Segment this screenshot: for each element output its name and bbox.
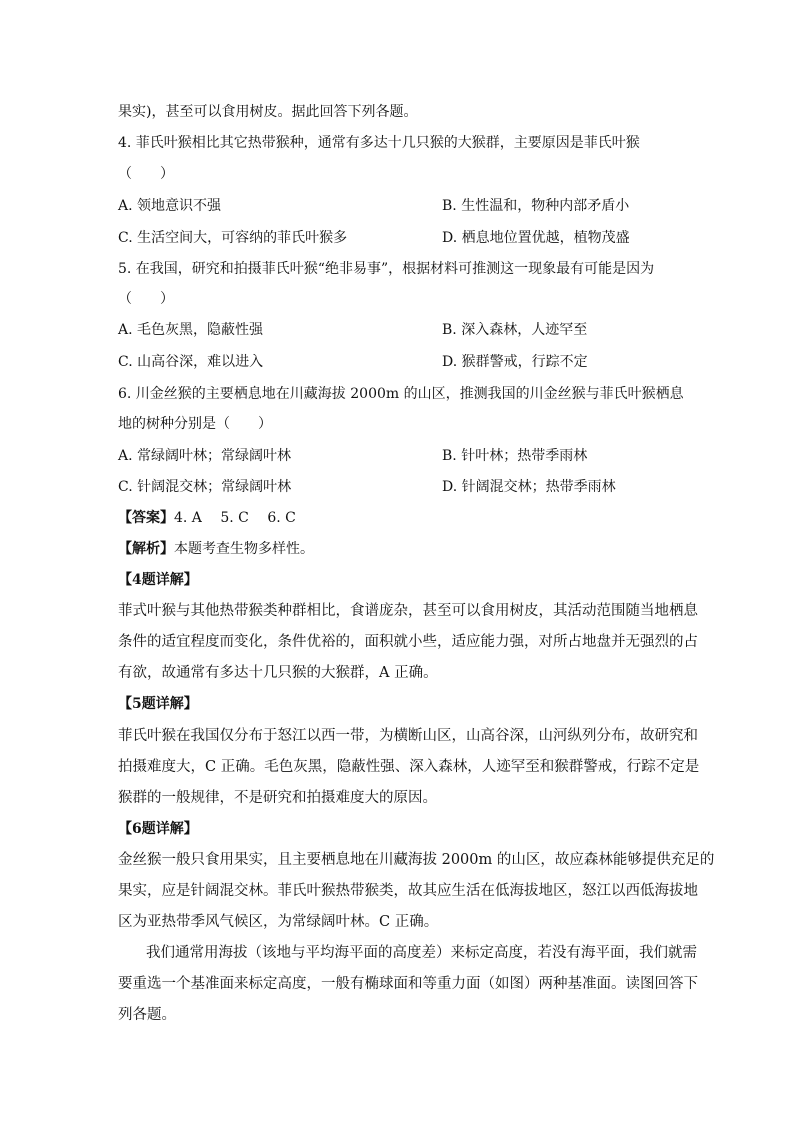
question-4-option-c: C. 生活空间大，可容纳的菲氏叶猴多 xyxy=(118,230,348,246)
question-5-options-row-2 xyxy=(118,352,588,372)
question-6-option-a: A. 常绿阔叶林；常绿阔叶林 xyxy=(118,448,292,464)
detail-5-line-1: 菲氏叶猴在我国仅分布于怒江以西一带，为横断山区，山高谷深，山河纵列分布，故研究和 xyxy=(118,728,698,744)
detail-5-line-3: 猴群的一般规律，不是研究和拍摄难度大的原因。 xyxy=(118,790,437,806)
question-6-option-c: C. 针阔混交林；常绿阔叶林 xyxy=(118,479,292,495)
question-6-stem-continued: 地的树种分别是（ ） xyxy=(118,416,272,432)
question-6-option-d: D. 针阔混交林；热带季雨林 xyxy=(442,479,616,495)
detail-4-heading: 【4题详解】 xyxy=(118,572,198,588)
answer-tag: 【答案】 xyxy=(118,510,174,526)
question-6-options-row-1 xyxy=(118,446,588,466)
detail-6-line-1: 金丝猴一般只食用果实，且主要栖息地在川藏海拔 2000m 的山区，故应森林能够提供充足的 xyxy=(118,852,715,868)
detail-5-line-2: 拍摄难度大，C 正确。毛色灰黑，隐蔽性强、深入森林，人迹罕至和猴群警戒，行踪不定是 xyxy=(118,759,700,775)
answer-text: 4. A 5. C 6. C xyxy=(174,510,296,526)
detail-6-line-2: 果实，应是针阔混交林。菲氏叶猴热带猴类，故其应生活在低海拔地区，怒江以西低海拔地 xyxy=(118,883,698,899)
analysis-text: 本题考查生物多样性。 xyxy=(174,541,314,557)
question-5-bracket: （ ） xyxy=(118,291,174,307)
detail-5-heading: 【5题详解】 xyxy=(118,696,198,712)
question-5-option-c: C. 山高谷深，难以进入 xyxy=(118,354,264,370)
analysis-tag: 【解析】 xyxy=(118,541,174,557)
analysis-line xyxy=(118,539,314,559)
detail-4-line-3: 有欲，故通常有多达十几只猴的大猴群，A 正确。 xyxy=(118,665,438,681)
question-5-option-d: D. 猴群警戒，行踪不定 xyxy=(442,354,588,370)
question-4-stem: 4. 菲氏叶猴相比其它热带猴种，通常有多达十几只猴的大猴群，主要原因是菲氏叶猴 xyxy=(118,135,640,151)
question-6-option-b: B. 针叶林；热带季雨林 xyxy=(442,448,588,464)
next-intro-line-1: 我们通常用海拔（该地与平均海平面的高度差）来标定高度，若没有海平面，我们就需 xyxy=(146,945,697,961)
answer-line xyxy=(118,508,296,528)
detail-6-heading: 【6题详解】 xyxy=(118,821,198,837)
question-4-option-d: D. 栖息地位置优越，植物茂盛 xyxy=(442,230,630,246)
next-intro-line-3: 列各题。 xyxy=(118,1007,176,1023)
question-4-option-b: B. 生性温和，物种内部矛盾小 xyxy=(442,198,630,214)
question-4-option-a: A. 领地意识不强 xyxy=(118,198,222,214)
question-5-options-row-1 xyxy=(118,320,588,340)
detail-6-line-3: 区为亚热带季风气候区，为常绿阔叶林。C 正确。 xyxy=(118,914,439,930)
question-4-bracket: （ ） xyxy=(118,166,174,182)
question-5-option-a: A. 毛色灰黑，隐蔽性强 xyxy=(118,322,264,338)
question-6-stem: 6. 川金丝猴的主要栖息地在川藏海拔 2000m 的山区，推测我国的川金丝猴与菲氏叶猴栖息 xyxy=(118,386,684,402)
detail-4-line-1: 菲式叶猴与其他热带猴类种群相比，食谱庞杂，甚至可以食用树皮，其活动范围随当地栖息 xyxy=(118,603,698,619)
question-4-options-row-1 xyxy=(118,196,630,216)
question-4-options-row-2 xyxy=(118,228,630,248)
detail-4-line-2: 条件的适宜程度而变化，条件优裕的，面积就小些，适应能力强，对所占地盘并无强烈的占 xyxy=(118,634,698,650)
intro-tail-text: 果实)，甚至可以食用树皮。据此回答下列各题。 xyxy=(118,104,418,120)
question-6-options-row-2 xyxy=(118,477,616,497)
question-5-option-b: B. 深入森林，人迹罕至 xyxy=(442,322,588,338)
next-intro-line-2: 要重选一个基准面来标定高度，一般有椭球面和等重力面（如图）两种基准面。读图回答下 xyxy=(118,976,698,992)
question-5-stem: 5. 在我国，研究和拍摄菲氏叶猴“绝非易事”，根据材料可推测这一现象最有可能是因为 xyxy=(118,261,655,277)
